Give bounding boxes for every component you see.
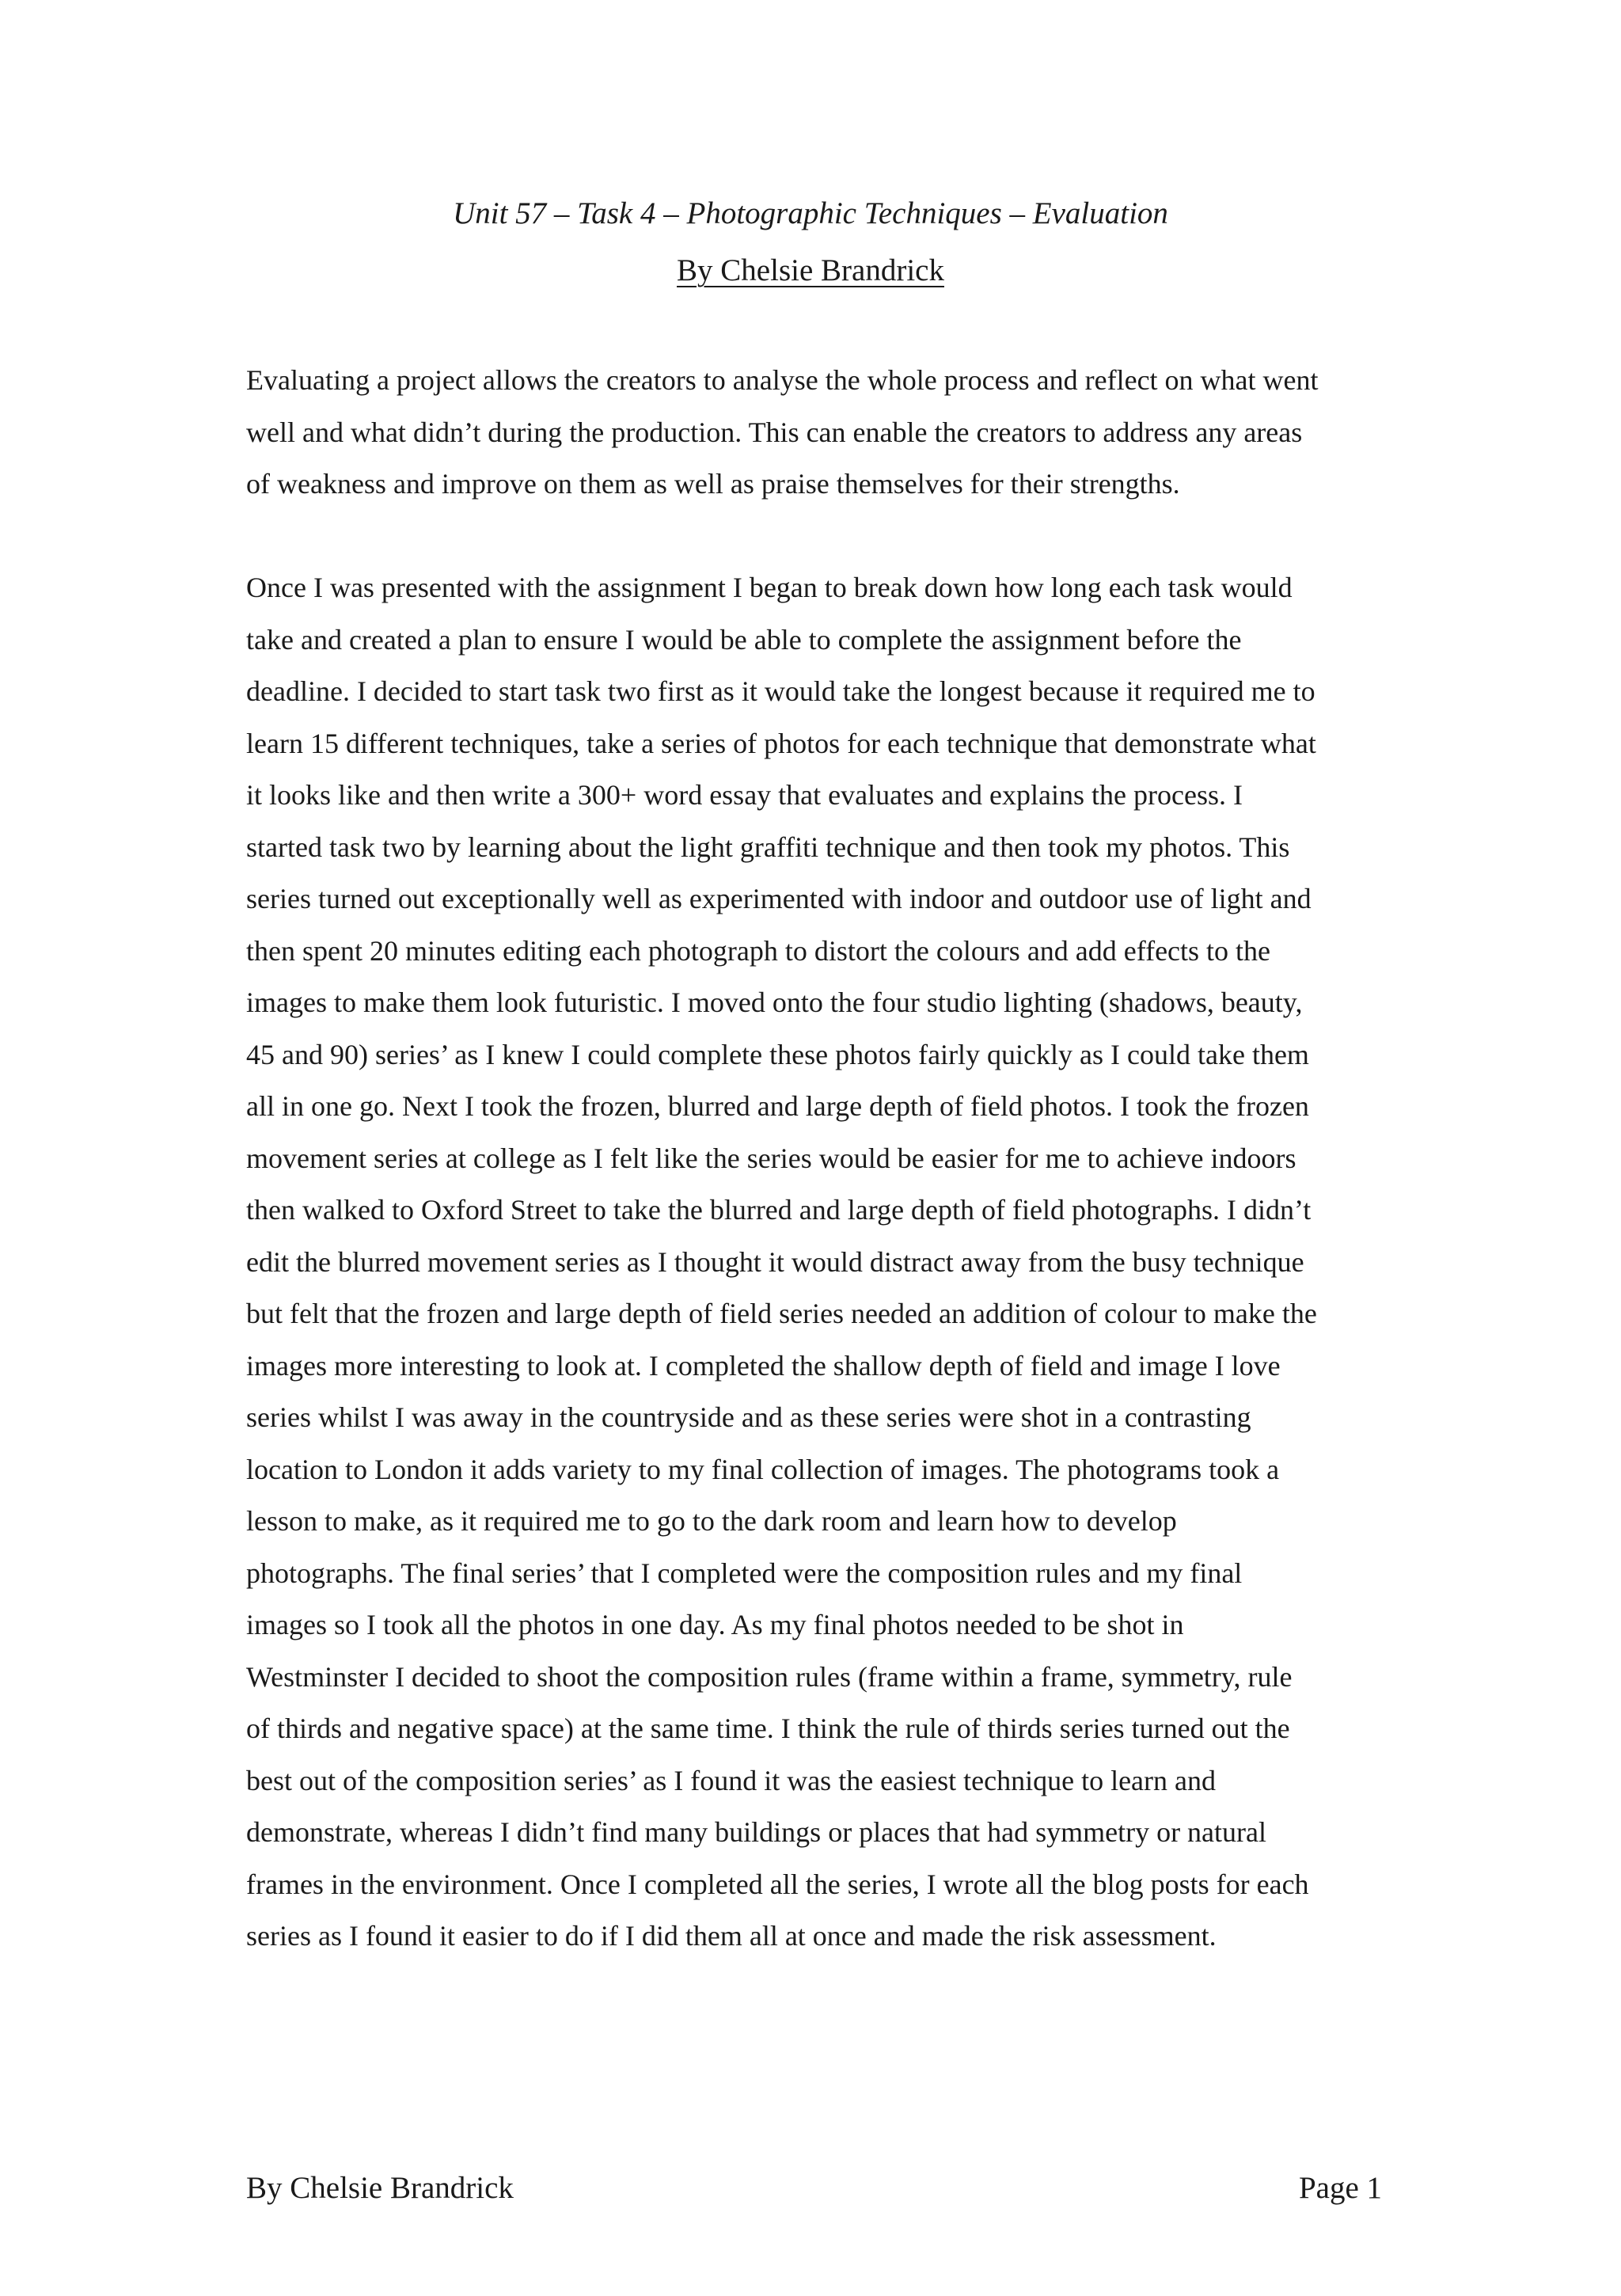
paragraph-line: images so I took all the photos in one day. As my final photos needed to be shot in [246, 1609, 1184, 1640]
paragraph [246, 355, 1386, 511]
paragraph-line: started task two by learning about the light graffiti technique and then took my photos. This [246, 831, 1290, 863]
paragraph-line: movement series at college as I felt like the series would be easier for me to achieve indoors [246, 1142, 1296, 1174]
paragraph-line: then spent 20 minutes editing each photograph to distort the colours and add effects to the [246, 934, 1271, 967]
paragraph-line: take and created a plan to ensure I would be able to complete the assignment before the [246, 623, 1242, 656]
paragraph-line: but felt that the frozen and large depth of field series needed an addition of colour to make the [246, 1298, 1317, 1329]
paragraph-line: best out of the composition series’ as I found it was the easiest technique to learn and [246, 1764, 1217, 1796]
document-title: Unit 57 – Task 4 – Photographic Techniques – Evaluation [453, 196, 1168, 230]
paragraph-line: all in one go. Next I took the frozen, blurred and large depth of field photos. I took the frozen [246, 1090, 1309, 1122]
paragraph-line: series turned out exceptionally well as experimented with indoor and outdoor use of light and [246, 883, 1312, 914]
paragraph-line: deadline. I decided to start task two first as it would take the longest because it required me to [246, 675, 1315, 707]
paragraph-line: series whilst I was away in the countryside and as these series were shot in a contrasting [246, 1401, 1251, 1433]
paragraph-line: then walked to Oxford Street to take the blurred and large depth of field photographs. I didn’t [246, 1194, 1312, 1226]
paragraph-line: of thirds and negative space) at the same time. I think the rule of thirds series turned out the [246, 1712, 1290, 1744]
paragraph-line: of weakness and improve on them as well as praise themselves for their strengths. [246, 468, 1180, 500]
paragraph-line: lesson to make, as it required me to go to the dark room and learn how to develop [246, 1505, 1177, 1537]
page-footer [246, 2165, 1382, 2212]
paragraph-line: images more interesting to look at. I completed the shallow depth of field and image I love [246, 1349, 1281, 1382]
paragraph-line: frames in the environment. Once I completed all the series, I wrote all the blog posts for each [246, 1868, 1309, 1900]
paragraph-line: it looks like and then write a 300+ word essay that evaluates and explains the process. I [246, 779, 1243, 811]
paragraph-line: edit the blurred movement series as I thought it would distract away from the busy technique [246, 1245, 1304, 1278]
paragraph-line: photographs. The final series’ that I completed were the composition rules and my final [246, 1557, 1243, 1589]
footer-author: By Chelsie Brandrick [246, 2171, 514, 2205]
paragraph [246, 562, 1386, 1963]
paragraph-line: Westminster I decided to shoot the composition rules (frame within a frame, symmetry, rule [246, 1660, 1293, 1693]
paragraph-line: well and what didn’t during the production. This can enable the creators to address any areas [246, 416, 1303, 448]
paragraph-line: location to London it adds variety to my final collection of images. The photograms took a [246, 1453, 1280, 1485]
page-number: Page 1 [1298, 2171, 1382, 2205]
paragraph-line: demonstrate, whereas I didn’t find many buildings or places that had symmetry or natural [246, 1816, 1267, 1848]
paragraph-line: Once I was presented with the assignment I began to break down how long each task would [246, 572, 1293, 603]
paragraph-line: images to make them look futuristic. I moved onto the four studio lighting (shadows, beauty, [246, 986, 1303, 1018]
paragraph-line: 45 and 90) series’ as I knew I could complete these photos fairly quickly as I could take them [246, 1038, 1309, 1070]
paragraph-line: series as I found it easier to do if I did them all at once and made the risk assessment. [246, 1920, 1217, 1952]
paragraph-line: Evaluating a project allows the creators to analyse the whole process and reflect on what went [246, 364, 1319, 396]
paragraph-line: learn 15 different techniques, take a series of photos for each technique that demonstrate what [246, 727, 1316, 759]
document-author: By Chelsie Brandrick [677, 253, 944, 287]
